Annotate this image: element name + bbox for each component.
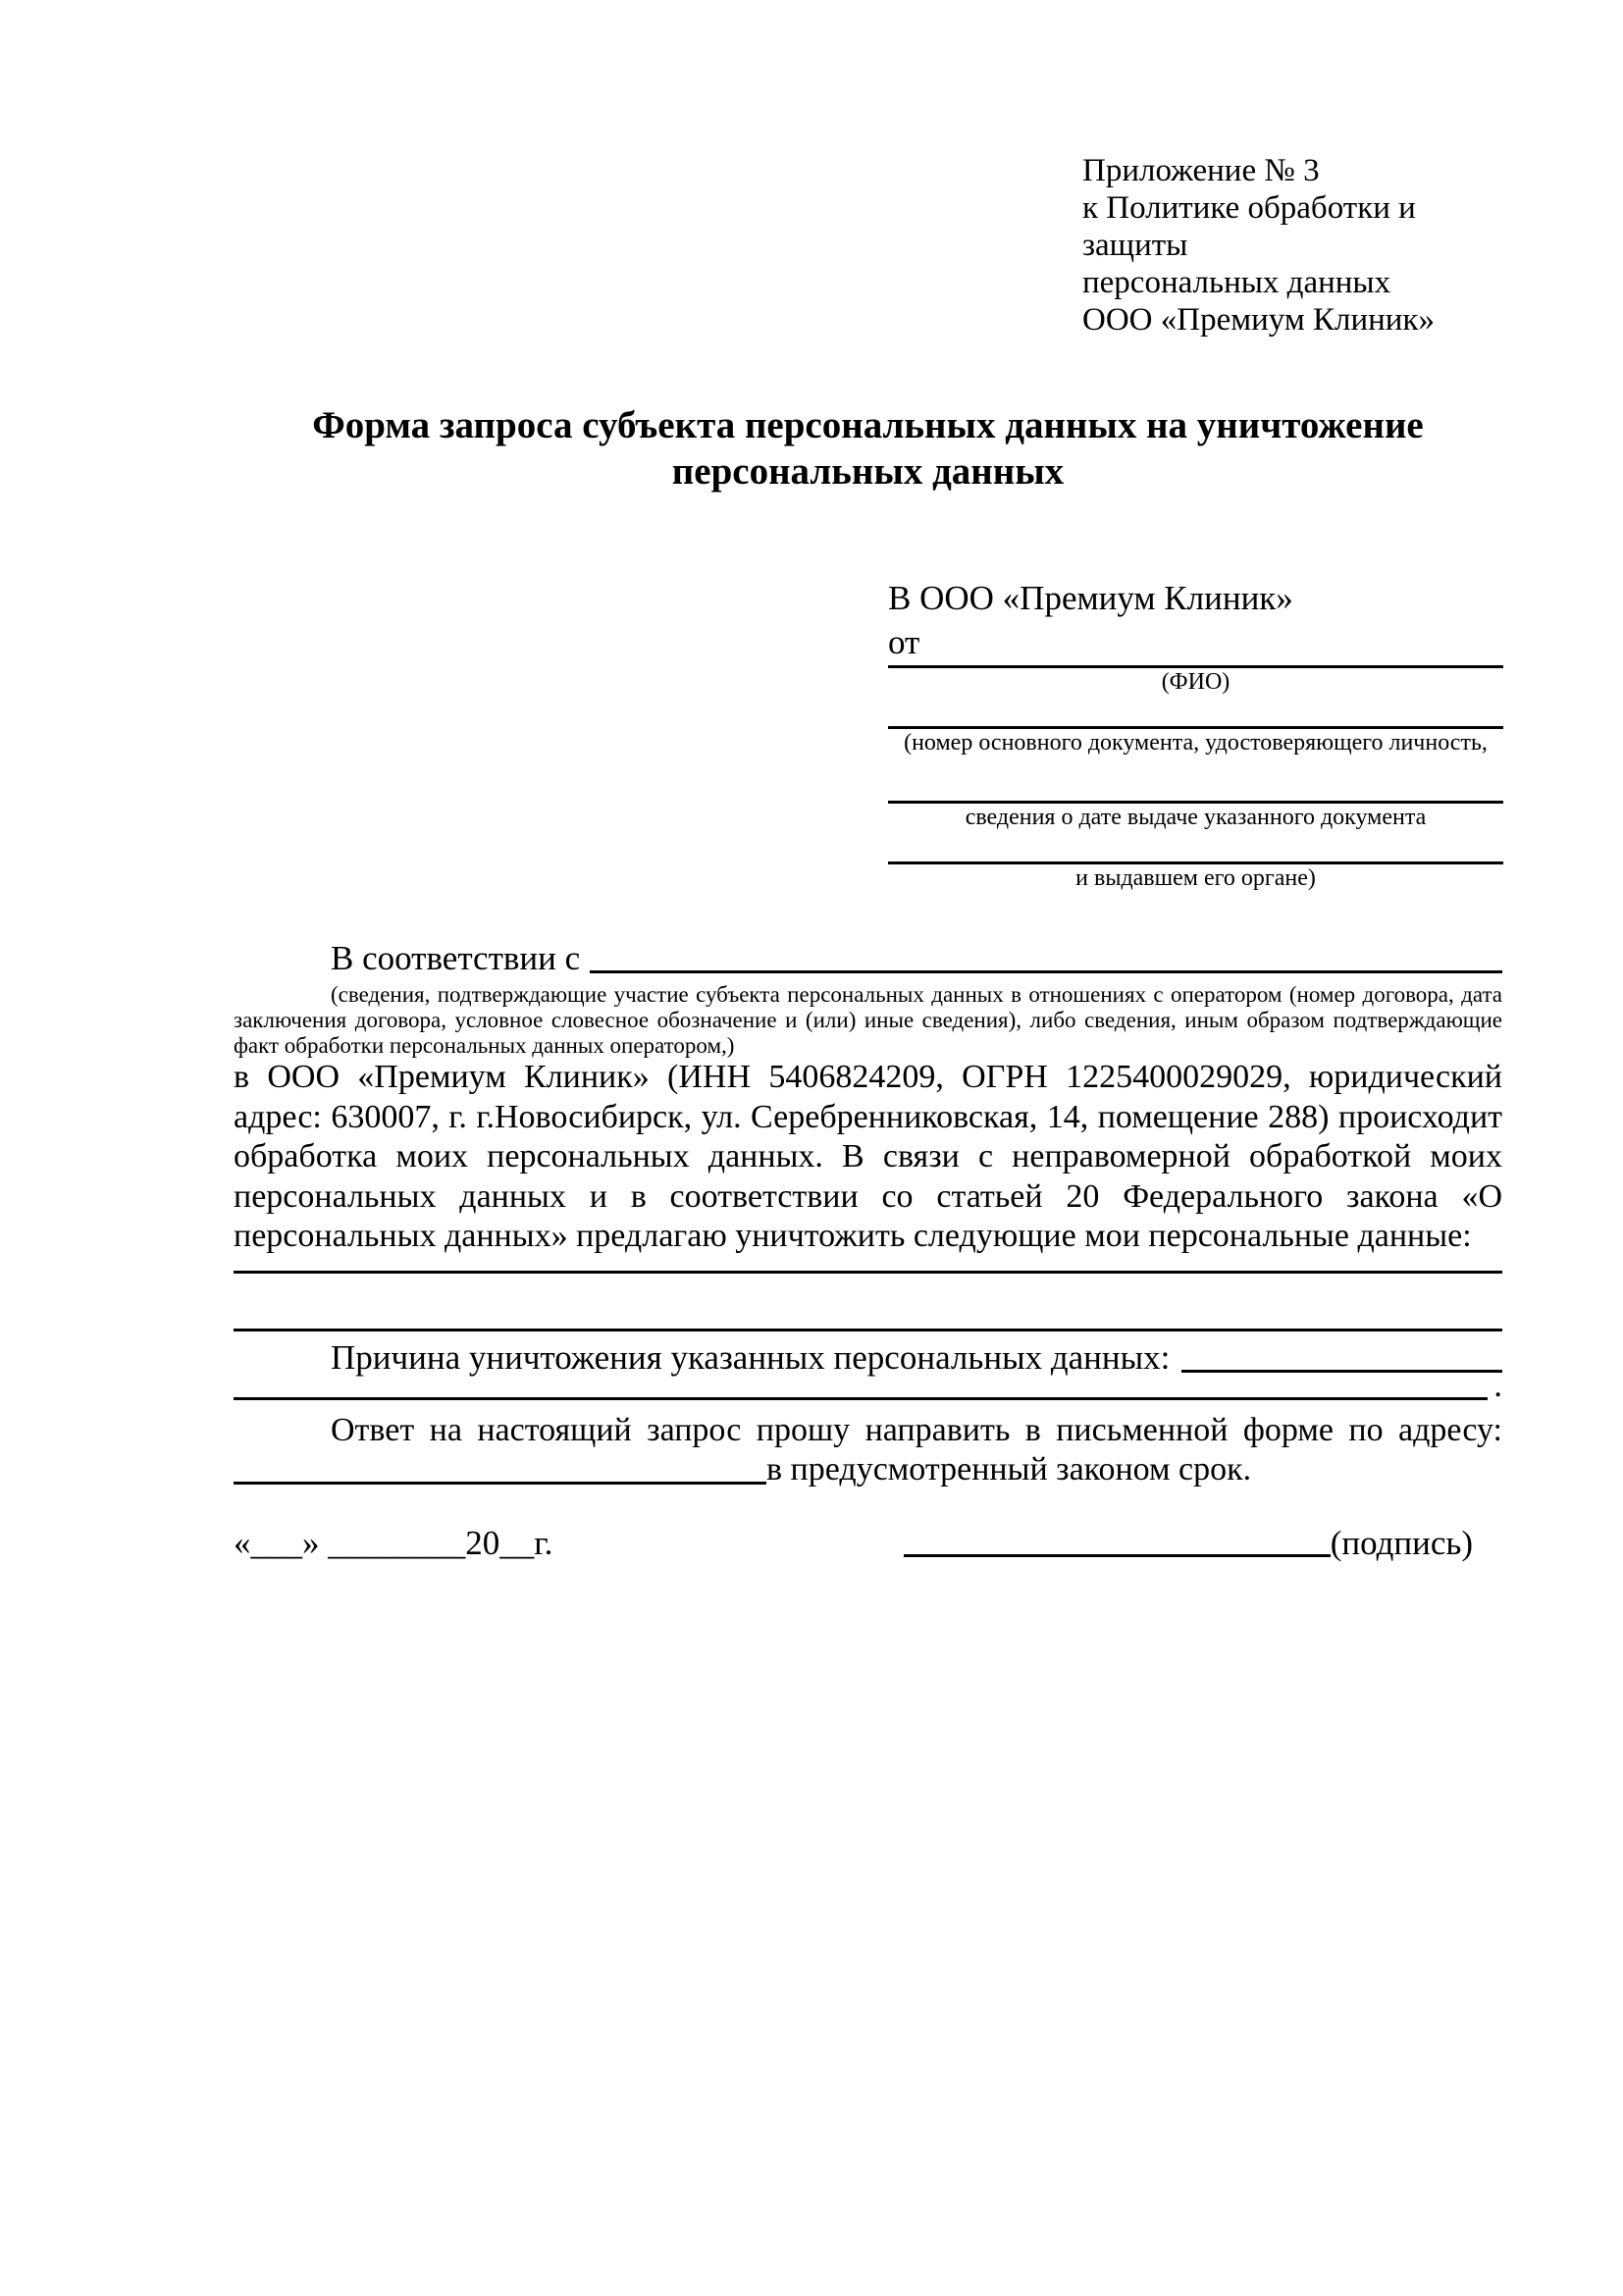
header-note: [1082, 152, 1519, 339]
accordance-label: В соответствии с: [331, 939, 581, 977]
reason-line-terminator: .: [1493, 1366, 1502, 1404]
document-title: Форма запроса субъекта персональных данных на уничтожение персональных данных: [312, 404, 1424, 493]
identity-document-number-caption: (номер основного документа, удостоверяющего личность,: [904, 730, 1488, 756]
reason-continuation-row: [234, 1366, 1502, 1405]
body-paragraph: в ООО «Премиум Клиник» (ИНН 5406824209, ОГРН 1225400029029, юридический адрес: 630007, г. г.Новосибирск, ул. Серебренниковская, 14, помещение 288) происходит обработка моих персональных данных. В связи с неправомерной обработкой моих персональных данных и в соответствии со статьей 20 Федерального закона «О персональных данных» предлагаю уничтожить следующие мои персональные данные:: [234, 1059, 1502, 1254]
reason-blank-field-line-2[interactable]: [234, 1366, 1488, 1400]
signature-caption: (подпись): [1330, 1524, 1473, 1562]
response-request-paragraph: Ответ на настоящий запрос прошу направить в письменной форме по адресу:: [331, 1412, 1502, 1448]
addressee-block: [888, 579, 1503, 892]
issue-date-caption: сведения о дате выдаче указанного документа: [965, 805, 1427, 830]
response-address-row: [234, 1450, 1502, 1489]
accordance-blank-field[interactable]: [590, 939, 1502, 973]
header-note-line-2: к Политике обработки и защиты: [1082, 190, 1416, 263]
reason-label: Причина уничтожения указанных персональных данных:: [331, 1338, 1171, 1377]
addressee-to: В ООО «Премиум Клиник»: [888, 579, 1293, 617]
signature-group: [904, 1523, 1473, 1564]
response-suffix: в предусмотренный законом срок.: [766, 1451, 1252, 1487]
address-blank-field[interactable]: [234, 1450, 766, 1485]
personal-data-blank-line-1[interactable]: [234, 1271, 1502, 1274]
date-blank-field[interactable]: «___» ________20__г.: [234, 1524, 553, 1562]
header-note-line-1: Приложение № 3: [1082, 153, 1320, 188]
addressee-from: от: [888, 623, 920, 661]
accordance-footnote: (сведения, подтверждающие участие субъекта персональных данных в отношениях с оператором (номер договора, дата заключения договора, условное словесное обозначение и (или) иные сведения), либо сведения, иным образом подтверждающие факт обработки персональных данных оператором,): [234, 982, 1502, 1058]
fio-caption: (ФИО): [1161, 669, 1230, 695]
accordance-row: [234, 939, 1502, 978]
signature-blank-field[interactable]: [904, 1554, 1331, 1557]
header-note-line-4: ООО «Премиум Клиник»: [1082, 302, 1435, 338]
first-line-indent: [234, 939, 331, 978]
header-note-line-3: персональных данных: [1082, 265, 1391, 300]
issuing-authority-caption: и выдавшем его органе): [1075, 865, 1316, 891]
personal-data-blank-line-2[interactable]: [234, 1329, 1502, 1331]
date-signature-row: [234, 1523, 1502, 1564]
